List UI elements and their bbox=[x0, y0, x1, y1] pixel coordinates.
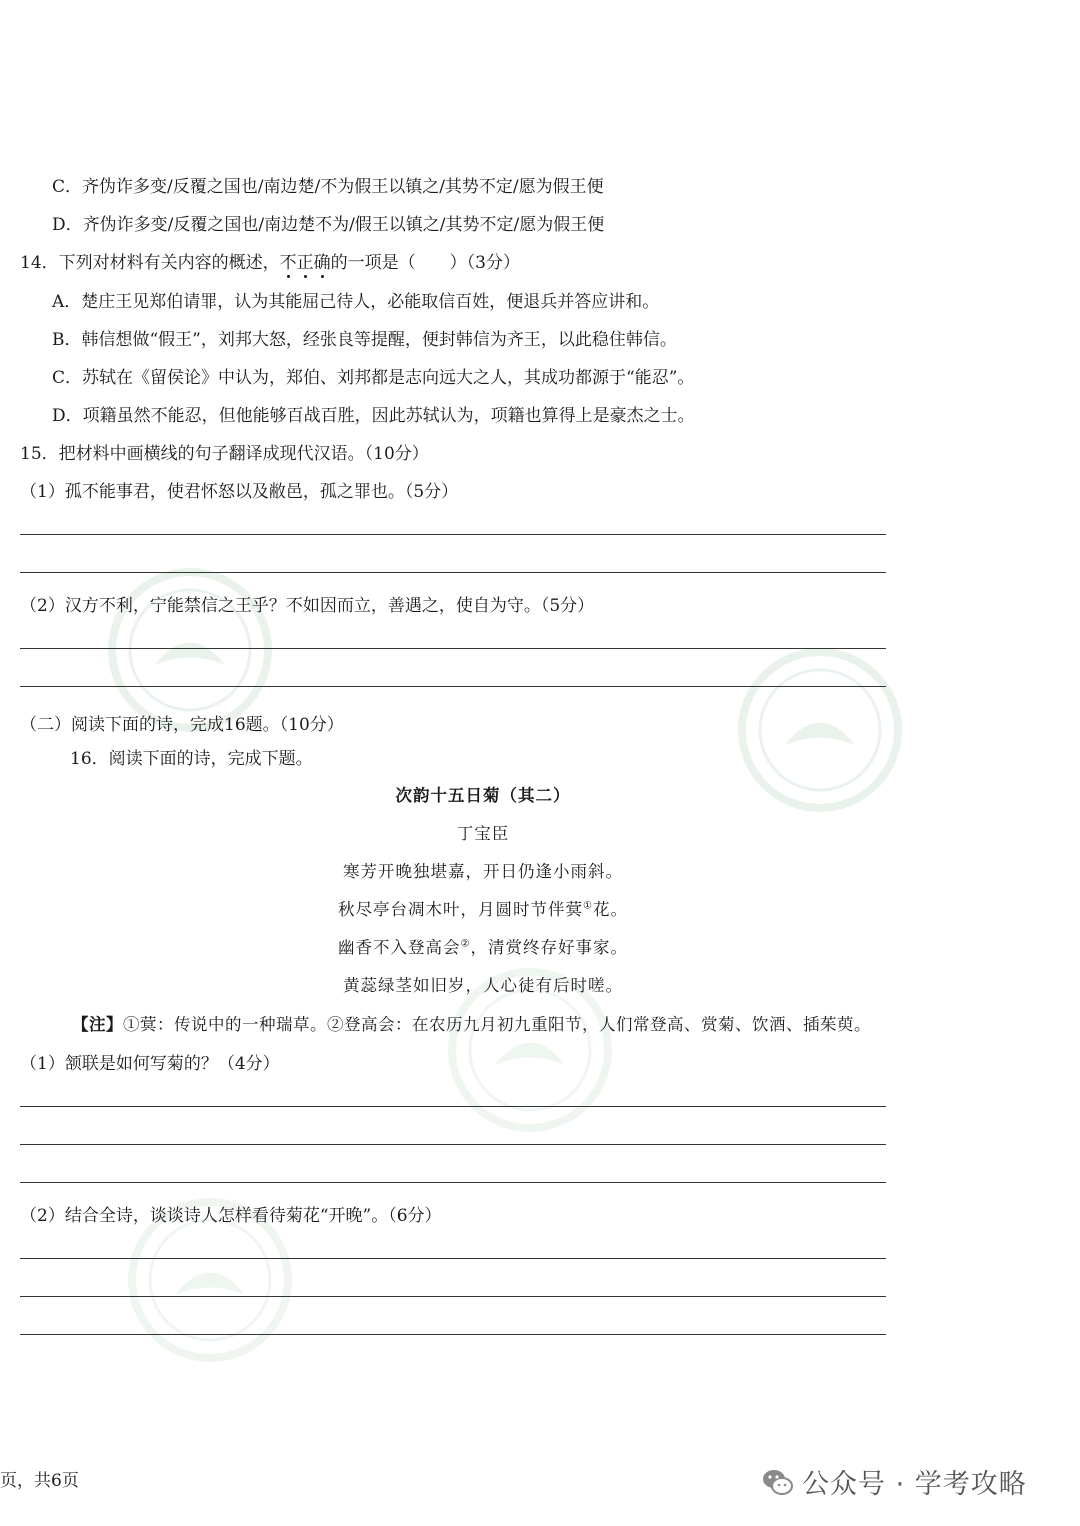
emphasis-char-2: 正 bbox=[297, 248, 314, 273]
q14-stem bbox=[20, 248, 520, 273]
poem-author: 丁宝臣 bbox=[456, 824, 510, 843]
answer-line[interactable] bbox=[20, 1144, 886, 1145]
answer-line[interactable] bbox=[20, 572, 886, 573]
footnote-marker-1: ① bbox=[583, 900, 593, 912]
answer-line[interactable] bbox=[20, 534, 886, 535]
q15-sub1: （1）孤不能事君，使君怀怒以及敝邑，孤之罪也。（5分） bbox=[20, 482, 459, 502]
page-number: 页，共6页 bbox=[0, 1471, 79, 1491]
section2-heading: （二）阅读下面的诗，完成16题。（10分） bbox=[20, 715, 344, 735]
answer-line[interactable] bbox=[20, 1296, 886, 1297]
emphasis-char-1: 不 bbox=[280, 248, 297, 273]
poem-line-2-text: 秋尽亭台凋木叶，月圆时节伴蓂 bbox=[338, 900, 584, 919]
answer-line[interactable] bbox=[20, 648, 886, 649]
q14-option-d: D．项籍虽然不能忍，但他能够百战百胜，因此苏轼认为，项籍也算得上是豪杰之士。 bbox=[52, 406, 695, 426]
q16-sub1: （1）颔联是如何写菊的？（4分） bbox=[20, 1054, 280, 1074]
poem-line-2-end: 花。 bbox=[592, 900, 628, 919]
emphasis-char-3: 确 bbox=[314, 248, 331, 273]
q16-stem: 16．阅读下面的诗，完成下题。 bbox=[70, 749, 313, 769]
q14-stem-pre: 14．下列对材料有关内容的概述， bbox=[20, 253, 280, 273]
poem-line-3-end: ，清赏终存好事家。 bbox=[470, 938, 628, 957]
poem-line-1: 寒芳开晚独堪嘉，开日仍逢小雨斜。 bbox=[343, 862, 623, 881]
poem-line-2 bbox=[0, 896, 966, 920]
q14-stem-post: 的一项是（ ）（3分） bbox=[330, 253, 520, 273]
poem-note bbox=[72, 1011, 871, 1035]
brand-footer bbox=[760, 1462, 1027, 1501]
q13-option-c: C．齐伪诈多变/反覆之国也/南边楚/不为假王以镇之/其势不定/愿为假王便 bbox=[52, 177, 604, 197]
brand-text: 公众号 · 学考攻略 bbox=[802, 1469, 1027, 1500]
q15-stem: 15．把材料中画横线的句子翻译成现代汉语。（10分） bbox=[20, 444, 429, 464]
answer-line[interactable] bbox=[20, 1258, 886, 1259]
answer-line[interactable] bbox=[20, 686, 886, 687]
answer-line[interactable] bbox=[20, 1182, 886, 1183]
q14-option-a: A．楚庄王见郑伯请罪，认为其能屈己待人，必能取信百姓，便退兵并答应讲和。 bbox=[52, 292, 660, 312]
q16-sub2: （2）结合全诗，谈谈诗人怎样看待菊花“开晚”。（6分） bbox=[20, 1206, 442, 1226]
poem-line-3 bbox=[0, 934, 966, 958]
answer-line[interactable] bbox=[20, 1334, 886, 1335]
q13-option-d: D．齐伪诈多变/反覆之国也/南边楚不为/假王以镇之/其势不定/愿为假王便 bbox=[52, 215, 605, 235]
q15-sub2: （2）汉方不利，宁能禁信之王乎？不如因而立，善遇之，使自为守。（5分） bbox=[20, 596, 595, 616]
q14-option-b: B．韩信想做“假王”，刘邦大怒，经张良等提醒，便封韩信为齐王，以此稳住韩信。 bbox=[52, 330, 677, 350]
wechat-icon bbox=[760, 1465, 794, 1499]
q14-option-c: C．苏轼在《留侯论》中认为，郑伯、刘邦都是志向远大之人，其成功都源于“能忍”。 bbox=[52, 368, 695, 388]
answer-line[interactable] bbox=[20, 1106, 886, 1107]
poem-line-4: 黄蕊绿茎如旧岁，人心徒有后时嗟。 bbox=[343, 976, 623, 995]
poem-title: 次韵十五日菊（其二） bbox=[395, 786, 571, 805]
note-label: 【注】 bbox=[72, 1015, 123, 1034]
poem-line-3-text: 幽香不入登高会 bbox=[338, 938, 461, 957]
footnote-marker-2: ② bbox=[460, 938, 471, 950]
note-text: ①蓂：传说中的一种瑞草。②登高会：在农历九月初九重阳节，人们常登高、赏菊、饮酒、插茱萸。 bbox=[123, 1015, 871, 1034]
